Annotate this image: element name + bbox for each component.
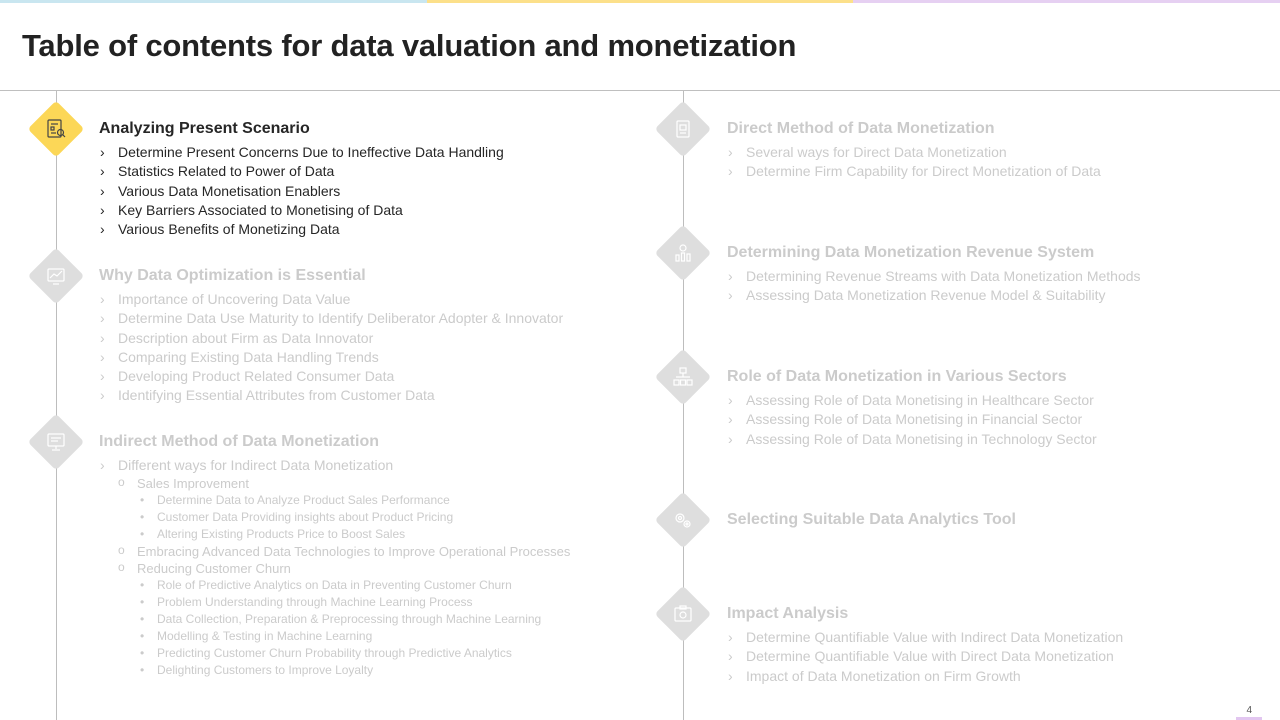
section-title[interactable]: Impact Analysis (727, 605, 849, 622)
title-divider (0, 90, 1280, 91)
revenue-chart-icon (672, 242, 694, 264)
toc-item[interactable]: › Several ways for Direct Data Monetization (727, 143, 1101, 162)
toc-item[interactable]: › Description about Firm as Data Innovator (99, 329, 563, 348)
toc-subsubitem[interactable]: • Problem Understanding through Machine Learning Process (138, 594, 570, 611)
toc-subsubitem[interactable]: • Role of Predictive Analytics on Data in Preventing Customer Churn (138, 577, 570, 594)
page-title: Table of contents for data valuation and monetization (22, 28, 797, 63)
toc-subsubitem[interactable]: • Modelling & Testing in Machine Learning (138, 628, 570, 645)
analytics-gears-icon (672, 509, 694, 531)
section-title[interactable]: Analyzing Present Scenario (99, 120, 310, 137)
toc-item[interactable]: › Different ways for Indirect Data Monetization (99, 456, 570, 475)
section-indirect-method (99, 432, 570, 678)
section-title[interactable]: Why Data Optimization is Essential (99, 267, 366, 284)
page-number: 4 (1246, 705, 1252, 716)
toc-item[interactable]: › Assessing Role of Data Monetising in Technology Sector (727, 430, 1097, 449)
section-revenue-system (727, 243, 1141, 306)
toc-item[interactable]: › Determine Data Use Maturity to Identify Deliberator Adopter & Innovator (99, 309, 563, 328)
toc-subsubitem[interactable]: • Altering Existing Products Price to Boost Sales (138, 526, 570, 543)
toc-subsubitem[interactable]: • Determine Data to Analyze Product Sales Performance (138, 492, 570, 509)
toc-item[interactable]: › Key Barriers Associated to Monetising of Data (99, 201, 504, 220)
left-timeline-line (56, 91, 57, 720)
section-various-sectors (727, 367, 1097, 449)
section-analyzing-present-scenario (99, 119, 504, 239)
toc-item[interactable]: › Importance of Uncovering Data Value (99, 290, 563, 309)
toc-item[interactable]: › Determine Present Concerns Due to Ineffective Data Handling (99, 143, 504, 162)
toc-item[interactable]: › Impact of Data Monetization on Firm Growth (727, 667, 1123, 686)
section-title[interactable]: Determining Data Monetization Revenue System (727, 244, 1095, 261)
toc-subitem[interactable] (118, 475, 570, 492)
toc-item[interactable]: › Assessing Role of Data Monetising in Financial Sector (727, 410, 1097, 429)
top-color-bar (0, 0, 1280, 4)
section-title[interactable]: Direct Method of Data Monetization (727, 120, 995, 137)
toc-item[interactable]: › Determining Revenue Streams with Data Monetization Methods (727, 267, 1141, 286)
top-bar-segment-yellow (427, 0, 854, 3)
monitor-report-icon (45, 431, 67, 453)
section-why-data-optimization (99, 266, 563, 406)
toc-item[interactable]: › Determine Firm Capability for Direct Monetization of Data (727, 162, 1101, 181)
report-analysis-icon (45, 118, 67, 140)
toc-item[interactable]: › Comparing Existing Data Handling Trends (99, 348, 563, 367)
section-analytics-tool (727, 510, 1016, 534)
toc-subitem-group (118, 492, 570, 543)
top-bar-segment-purple (853, 0, 1280, 3)
toc-item[interactable]: › Identifying Essential Attributes from Customer Data (99, 386, 563, 405)
toc-item[interactable]: › Determine Quantifiable Value with Direct Data Monetization (727, 647, 1123, 666)
section-title[interactable]: Role of Data Monetization in Various Sectors (727, 368, 1067, 385)
toc-item[interactable]: › Various Data Monetisation Enablers (99, 182, 504, 201)
section-impact-analysis (727, 604, 1123, 686)
impact-clipboard-icon (672, 603, 694, 625)
toc-subsubitem[interactable]: • Customer Data Providing insights about Product Pricing (138, 509, 570, 526)
section-direct-method (727, 119, 1101, 182)
toc-subsubitem[interactable]: • Data Collection, Preparation & Preprocessing through Machine Learning (138, 611, 570, 628)
org-network-icon (672, 366, 694, 388)
subitem-label: Sales Improvement (137, 476, 249, 492)
toc-item[interactable]: › Assessing Role of Data Monetising in Healthcare Sector (727, 391, 1097, 410)
toc-subsubitem[interactable]: • Predicting Customer Churn Probability through Predictive Analytics (138, 645, 570, 662)
data-optimization-icon (45, 265, 67, 287)
toc-item[interactable]: › Determine Quantifiable Value with Indirect Data Monetization (727, 628, 1123, 647)
toc-item[interactable]: › Assessing Data Monetization Revenue Model & Suitability (727, 286, 1141, 305)
toc-subsubitem[interactable]: • Delighting Customers to Improve Loyalty (138, 662, 570, 679)
toc-subitem-group (118, 577, 570, 678)
document-icon (672, 118, 694, 140)
toc-item[interactable]: › Statistics Related to Power of Data (99, 162, 504, 181)
section-title[interactable]: Indirect Method of Data Monetization (99, 433, 379, 450)
section-title[interactable]: Selecting Suitable Data Analytics Tool (727, 511, 1016, 528)
toc-subitem[interactable]: o Embracing Advanced Data Technologies to Improve Operational Processes (118, 543, 570, 560)
top-bar-segment-blue (0, 0, 427, 3)
toc-item[interactable]: › Various Benefits of Monetizing Data (99, 220, 504, 239)
toc-item[interactable]: › Developing Product Related Consumer Data (99, 367, 563, 386)
toc-subitem[interactable]: o Reducing Customer Churn (118, 560, 570, 577)
